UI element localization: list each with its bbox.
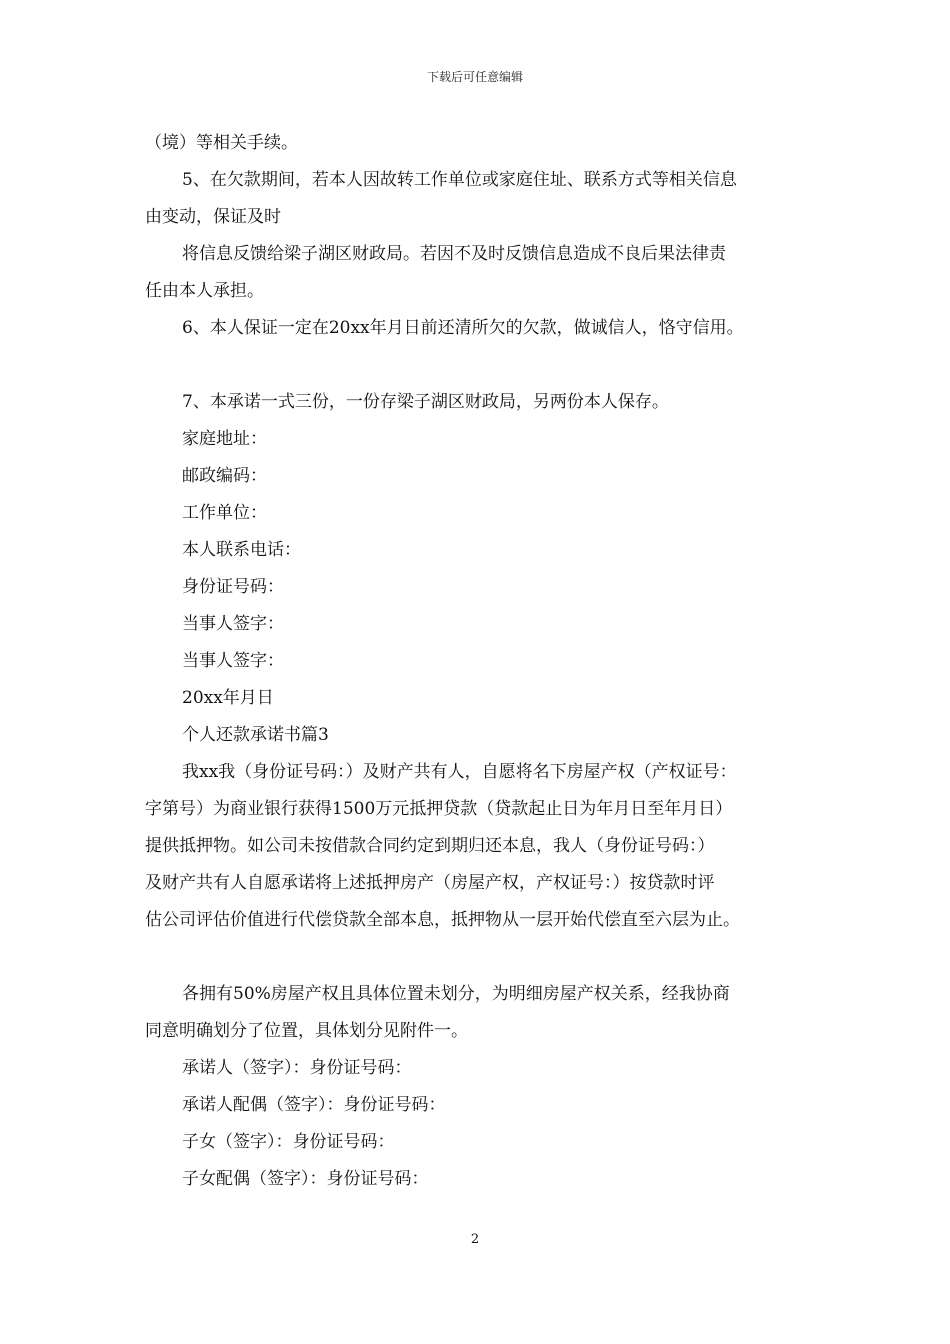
- section-title: 个人还款承诺书篇3: [182, 725, 329, 745]
- form-field-label: 当事人签字：: [182, 651, 284, 671]
- paragraph-gap: [145, 939, 825, 976]
- form-field-label: 当事人签字：: [182, 614, 284, 634]
- form-field-label: 工作单位：: [182, 503, 267, 523]
- paragraph-line: 7、本承诺一式三份，一份存梁子湖区财政局，另两份本人保存。: [182, 392, 669, 412]
- page-number: 2: [470, 1232, 480, 1247]
- paragraph-line: 由变动，保证及时: [145, 207, 281, 227]
- document-body: [145, 125, 825, 1198]
- paragraph-line: 提供抵押物。如公司未按借款合同约定到期归还本息，我人（身份证号码：）: [145, 836, 715, 856]
- page-header: 下载后可任意编辑: [426, 70, 523, 84]
- paragraph-line: 5、在欠款期间，若本人因故转工作单位或家庭住址、联系方式等相关信息: [182, 170, 737, 190]
- signature-line: 承诺人（签字）：身份证号码：: [182, 1058, 412, 1078]
- paragraph-line: 各拥有50%房屋产权且具体位置未划分，为明细房屋产权关系，经我协商: [182, 984, 730, 1004]
- date-line: 20xx年月日: [182, 688, 274, 708]
- paragraph-line: 字第号）为商业银行获得1500万元抵押贷款（贷款起止日为年月日至年月日）: [145, 799, 733, 819]
- signature-line: 承诺人配偶（签字）：身份证号码：: [182, 1095, 446, 1115]
- form-field-label: 身份证号码：: [182, 577, 284, 597]
- paragraph-line: 任由本人承担。: [145, 281, 264, 301]
- paragraph-gap: [145, 347, 825, 384]
- signature-line: 子女（签字）：身份证号码：: [182, 1132, 395, 1152]
- paragraph-line: 及财产共有人自愿承诺将上述抵押房产（房屋产权，产权证号：）按贷款时评: [145, 873, 715, 893]
- paragraph-line: （境）等相关手续。: [145, 133, 298, 153]
- paragraph-line: 将信息反馈给梁子湖区财政局。若因不及时反馈信息造成不良后果法律责: [182, 244, 726, 264]
- signature-line: 子女配偶（签字）：身份证号码：: [182, 1169, 429, 1189]
- paragraph-line: 估公司评估价值进行代偿贷款全部本息，抵押物从一层开始代偿直至六层为止。: [145, 910, 740, 930]
- form-field-label: 家庭地址：: [182, 429, 267, 449]
- paragraph-line: 我xx我（身份证号码：）及财产共有人，自愿将名下房屋产权（产权证号：: [182, 762, 737, 782]
- form-field-label: 本人联系电话：: [182, 540, 301, 560]
- form-field-label: 邮政编码：: [182, 466, 267, 486]
- paragraph-line: 6、本人保证一定在20xx年月日前还清所欠的欠款，做诚信人，恪守信用。: [182, 318, 744, 338]
- paragraph-line: 同意明确划分了位置，具体划分见附件一。: [145, 1021, 468, 1041]
